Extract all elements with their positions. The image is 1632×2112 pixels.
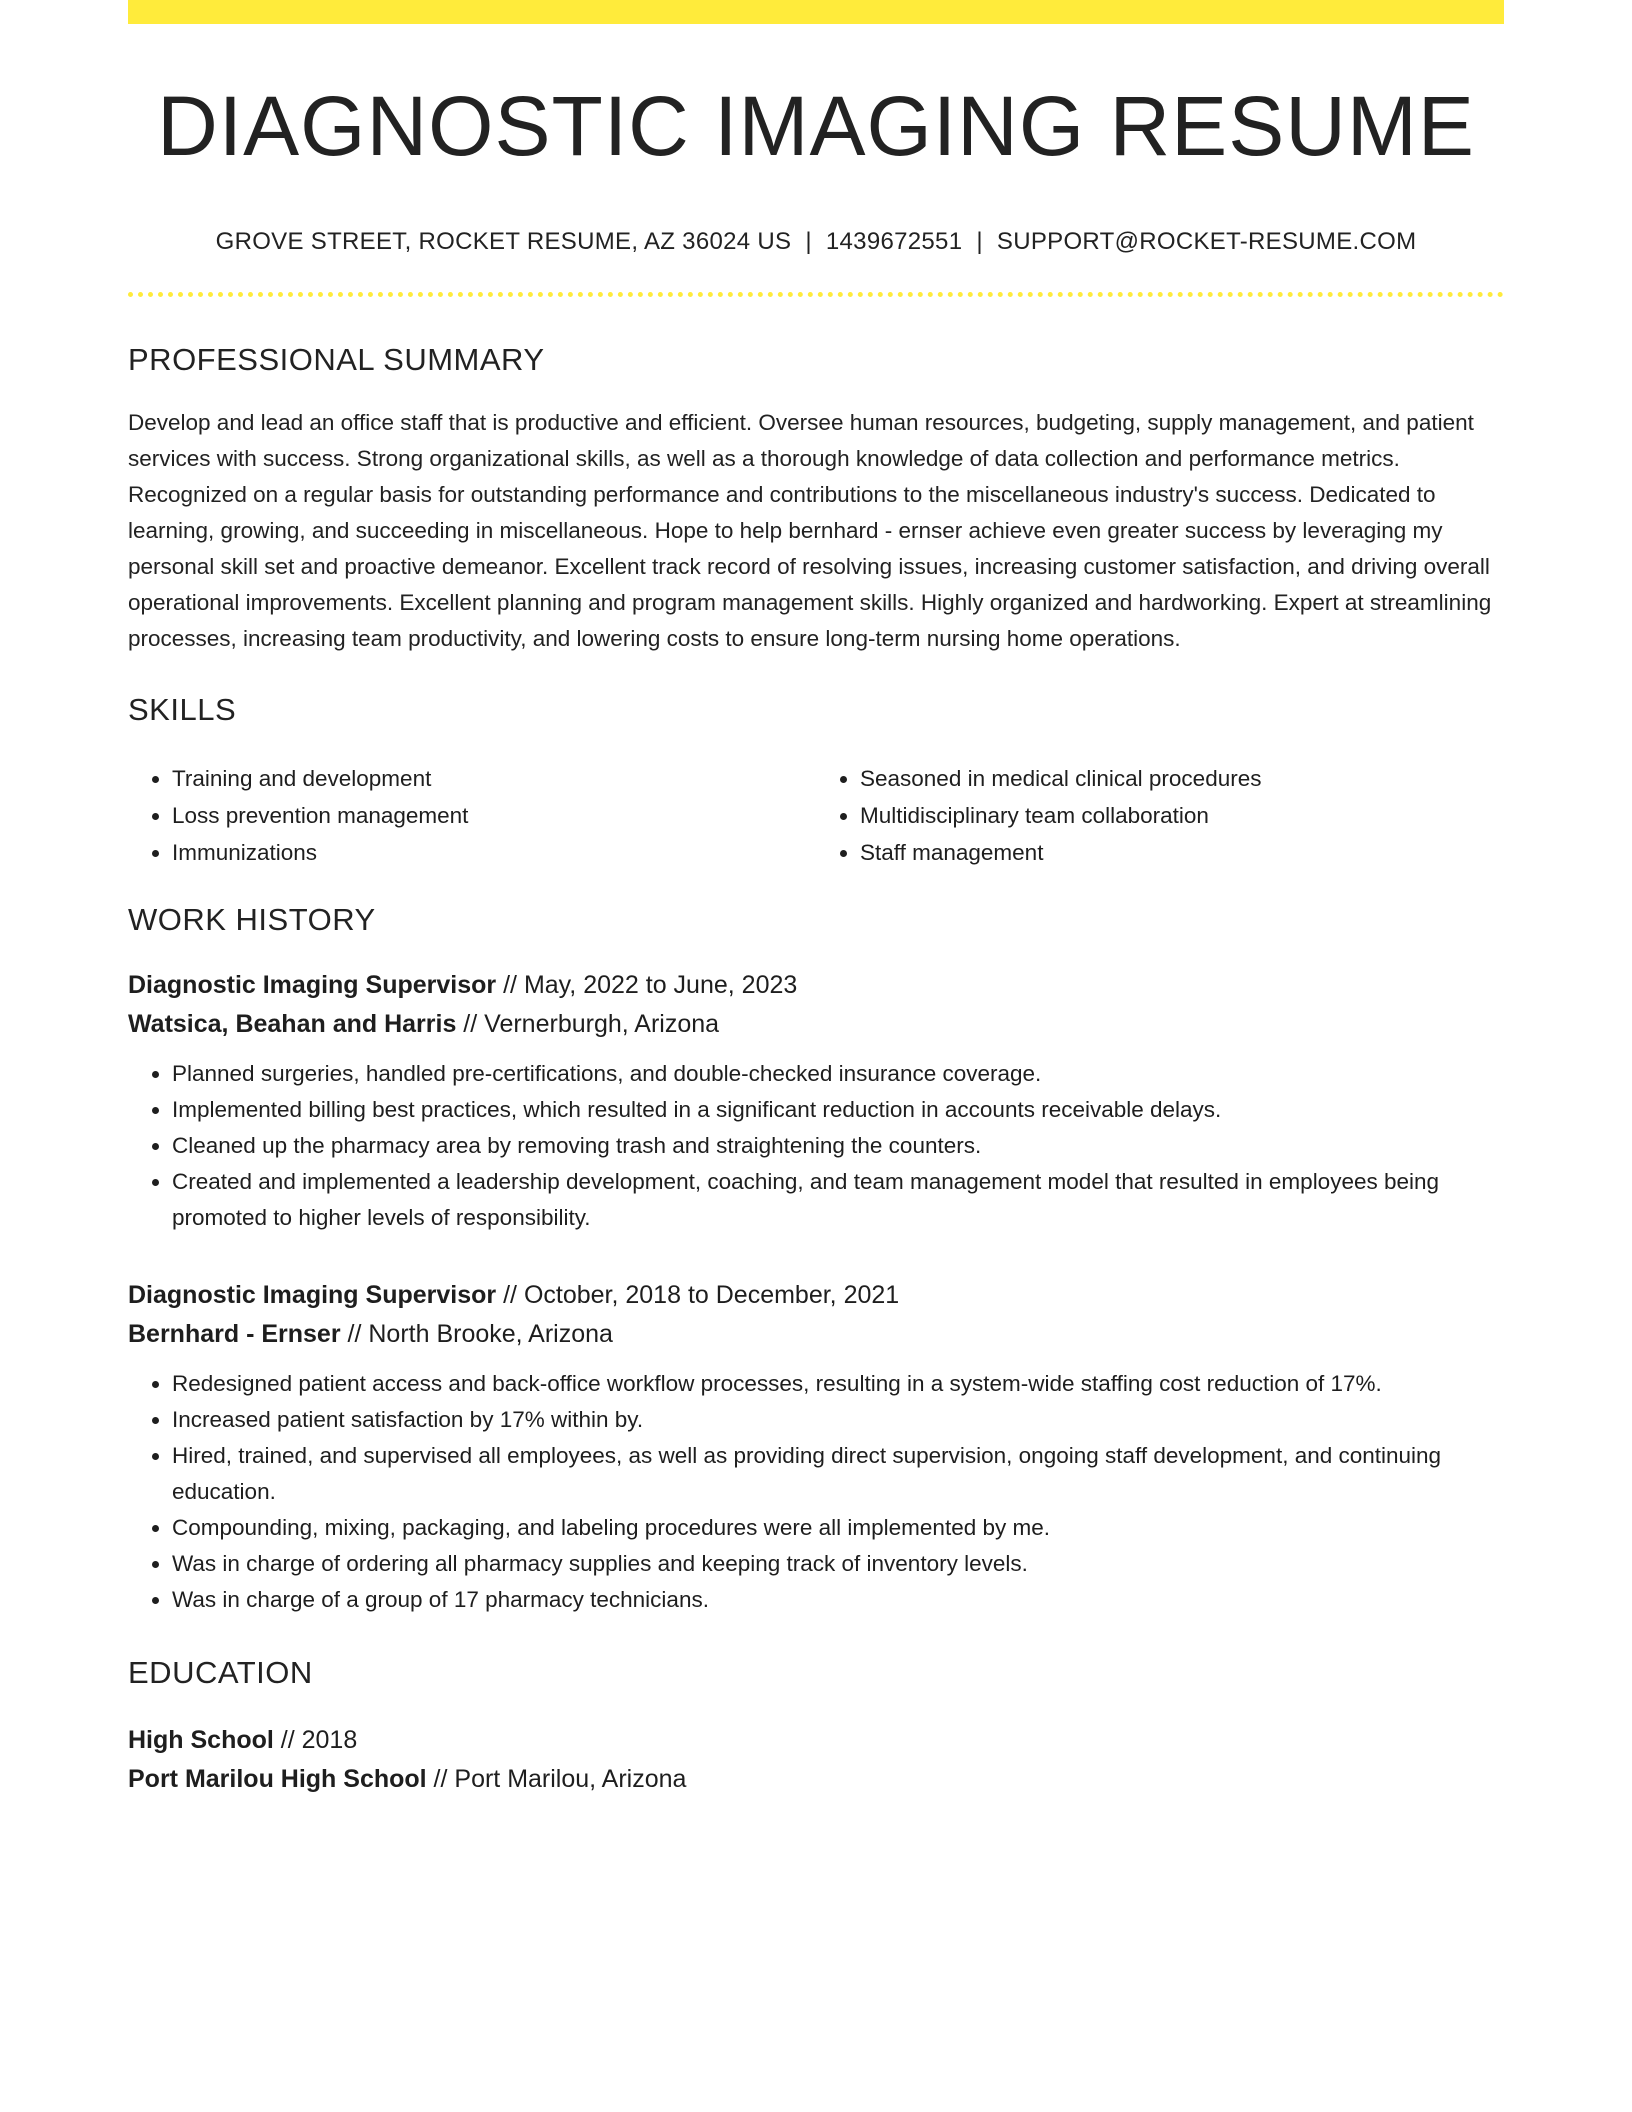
skills-list <box>128 760 1504 871</box>
job-dates: May, 2022 to June, 2023 <box>523 970 798 999</box>
contact-line <box>128 228 1504 256</box>
job-bullet: • Hired, trained, and supervised all employees, as well as providing direct supervision, ongoing staff development, and continuing education. <box>172 1438 1504 1510</box>
field-divider: // <box>273 1726 302 1755</box>
field-divider: // <box>496 970 524 999</box>
contact-separator: | <box>805 228 812 256</box>
education-entry <box>128 1721 1504 1799</box>
contact-separator: | <box>976 228 983 256</box>
education-degree-line <box>128 1721 1504 1760</box>
job-bullet: • Created and implemented a leadership development, coaching, and team management model that resulted in employees being promoted to higher levels of responsibility. <box>172 1164 1504 1236</box>
job-company: Bernhard - Ernser <box>128 1319 341 1348</box>
job-bullet: • Redesigned patient access and back-office workflow processes, resulting in a system-wide staffing cost reduction of 17%. <box>172 1366 1504 1402</box>
job-entry <box>128 1276 1504 1618</box>
skill-item: • Seasoned in medical clinical procedures <box>860 760 1504 797</box>
job-bullet: • Planned surgeries, handled pre-certifications, and double-checked insurance coverage. <box>172 1056 1504 1092</box>
job-bullet: • Increased patient satisfaction by 17% within by. <box>172 1402 1504 1438</box>
job-bullet: • Was in charge of a group of 17 pharmacy technicians. <box>172 1582 1504 1618</box>
job-role: Diagnostic Imaging Supervisor <box>128 970 497 999</box>
job-company: Watsica, Beahan and Harris <box>128 1009 457 1038</box>
field-divider: // <box>456 1009 485 1038</box>
field-divider: // <box>340 1319 369 1348</box>
skill-item: • Training and development <box>172 760 816 797</box>
education-degree: High School <box>128 1726 274 1755</box>
summary-text: Develop and lead an office staff that is productive and efficient. Oversee human resources, budgeting, supply management, and patient services with success. Strong organizational skills, as well as a thorough knowledge of data collection and performance metrics. Recognized on a regular basis for outstanding performance and contributions to the miscellaneous industry's success. Dedicated to learning, growing, and succeeding in miscellaneous. Hope to help bernhard - ernser achieve even greater success by leveraging my personal skill set and proactive demeanor. Excellent track record of resolving issues, increasing customer satisfaction, and driving overall operational improvements. Excellent planning and program management skills. Highly organized and hardworking. Expert at streamlining processes, increasing team productivity, and lowering costs to ensure long-term nursing home operations. <box>128 409 1492 651</box>
skill-item: • Loss prevention management <box>172 797 816 834</box>
skill-item: • Multidisciplinary team collaboration <box>860 797 1504 834</box>
resume-page <box>128 0 1504 1799</box>
job-bullet: • Was in charge of ordering all pharmacy supplies and keeping track of inventory levels. <box>172 1546 1504 1582</box>
skills-column-left <box>128 760 816 871</box>
skill-item: • Staff management <box>860 834 1504 871</box>
job-role: Diagnostic Imaging Supervisor <box>128 1280 497 1309</box>
dotted-divider <box>128 292 1504 297</box>
job-bullets <box>128 1056 1504 1236</box>
job-location: Vernerburgh, Arizona <box>484 1009 720 1038</box>
work-history-heading: WORK HISTORY <box>128 901 376 937</box>
contact-phone: 1439672551 <box>825 228 963 256</box>
field-divider: // <box>496 1280 524 1309</box>
job-bullet: • Compounding, mixing, packaging, and labeling procedures were all implemented by me. <box>172 1510 1504 1546</box>
education-year: 2018 <box>301 1726 358 1755</box>
resume-title: DIAGNOSTIC IMAGING RESUME <box>157 79 1475 173</box>
job-location: North Brooke, Arizona <box>368 1319 613 1348</box>
job-bullet: • Implemented billing best practices, which resulted in a significant reduction in accounts receivable delays. <box>172 1092 1504 1128</box>
accent-bar <box>128 0 1504 24</box>
job-company-line <box>128 1005 1504 1044</box>
summary-heading: PROFESSIONAL SUMMARY <box>128 342 545 378</box>
skill-item: • Immunizations <box>172 834 816 871</box>
job-company-line <box>128 1315 1504 1354</box>
job-role-line <box>128 1276 1504 1315</box>
job-dates: October, 2018 to December, 2021 <box>523 1280 900 1309</box>
field-divider: // <box>426 1765 455 1794</box>
education-location: Port Marilou, Arizona <box>454 1765 687 1794</box>
contact-address: GROVE STREET, ROCKET RESUME, AZ 36024 US <box>215 228 792 256</box>
job-bullets <box>128 1366 1504 1618</box>
education-heading: EDUCATION <box>128 1654 313 1690</box>
skills-heading: SKILLS <box>128 691 237 727</box>
job-role-line <box>128 966 1504 1005</box>
job-bullet: • Cleaned up the pharmacy area by removing trash and straightening the counters. <box>172 1128 1504 1164</box>
skills-column-right <box>816 760 1504 871</box>
job-entry <box>128 966 1504 1236</box>
education-school-line <box>128 1760 1504 1799</box>
education-school: Port Marilou High School <box>128 1765 427 1794</box>
contact-email: SUPPORT@ROCKET-RESUME.COM <box>996 228 1417 256</box>
